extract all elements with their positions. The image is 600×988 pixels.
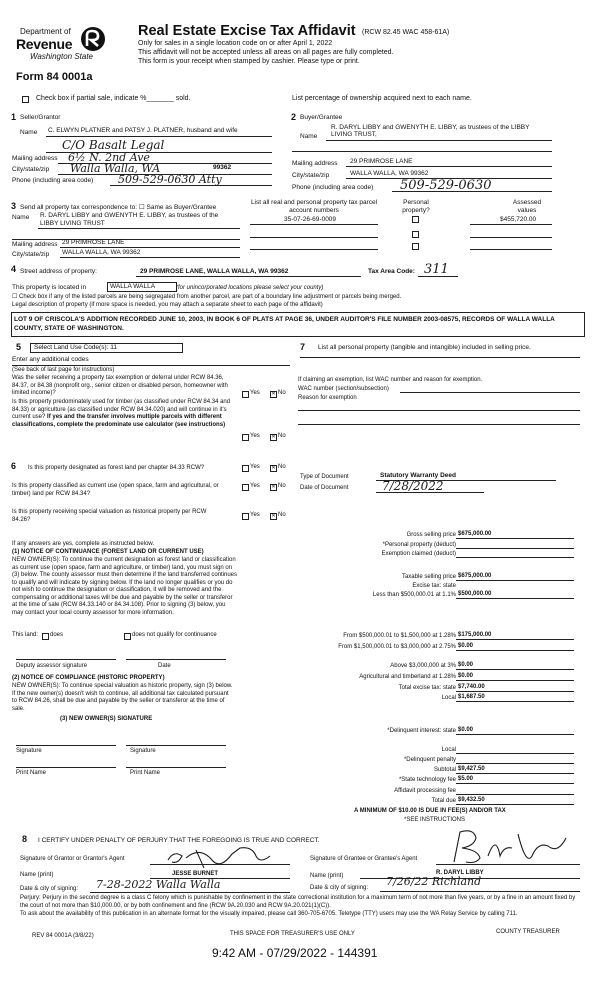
street-address-label: Street address of property: [20, 268, 97, 275]
tax-area-code: 311 [424, 262, 449, 277]
seller-city-handwritten: Walla Walla, WA [70, 162, 161, 175]
accessibility-notice: To ask about the availability of this publication in an alternate format for the visually impaired, please call 360-705-6705. Teletype (TTY) users may use the WA Relay Service by calling 711. [20, 911, 518, 917]
exemption-note: If claiming an exemption, list WAC number and reason for exemption. [298, 377, 483, 383]
personal-property-checkbox-2[interactable] [412, 231, 419, 238]
land-use-select[interactable] [30, 343, 183, 353]
land-does-not-checkbox[interactable] [124, 633, 131, 640]
q2-yes-checkbox[interactable] [242, 434, 249, 441]
header-sub3: This form is your receipt when stamped by cashier. Please type or print. [138, 58, 360, 65]
section-4-number: 4 [11, 264, 17, 274]
see-instructions-note: *SEE INSTRUCTIONS [404, 817, 466, 823]
street-address-value: 29 PRIMROSE LANE, WALLA WALLA, WA 99362 [140, 268, 289, 275]
affidavit-fee-label: Affidavit processing fee [394, 788, 456, 794]
above-3000k-label: Above $3,000,000 at 3% [390, 663, 456, 669]
grantee-date-handwritten: 7/26/22 Richland [386, 875, 482, 888]
q1-no-checkbox[interactable]: ✕ [271, 391, 276, 397]
form-code-ref: (RCW 82.45 WAC 458-61A) [362, 29, 450, 36]
sec5-question2: Is this property predominately used for timber (as classified under RCW 84.34 and 84.33) or agriculture (as classified under RCW 84.34.020) and will continue in it's current use? If yes and the transfer involves multiple parcels with different classifications, complete the predominate use calculator (see instructions) [12, 399, 231, 428]
agricultural-value: $0.00 [458, 673, 474, 679]
exemption-reason-label: Reason for exemption [298, 395, 357, 401]
correspondence-name-value1: R. DARYL LIBBY and GWENYTH E. LIBBY, as trustees of the [40, 212, 219, 219]
owner-print-name-1: Print Name [16, 770, 47, 776]
total-state-label: Total excise tax: state [398, 685, 456, 691]
less-500k-label: Less than $500,000.01 at 1.1% [372, 592, 456, 598]
this-land-label: This land: [12, 632, 39, 638]
located-in-note: (for unincorporated locations please select your county) [176, 285, 324, 291]
buyer-name-value2: LIVING TRUST, [331, 131, 377, 138]
grantee-name-label: Name (print) [310, 873, 344, 879]
seller-name-handwritten: C/O Basalt Legal [62, 138, 165, 152]
current-use-no-checkbox[interactable]: ✕ [271, 484, 276, 490]
section-3-number: 3 [11, 201, 17, 211]
located-in-label: This property is located in [12, 284, 87, 291]
doc-type-label: Type of Document [300, 474, 349, 480]
legal-description[interactable]: LOT 9 OF CRISCOLA'S ADDITION RECORDED JUNE 10, 2003, IN BOOK 6 OF PLATS AT PAGE 36, UNDER AUDITOR'S FILE NUMBER 2003-08575, RECORDS OF WALLA WALLA COUNTY, STATE OF WASHINGTON. [11, 312, 585, 337]
revision-number: REV 84 0001A (3/8/22) [32, 933, 94, 939]
grantee-signature [440, 826, 580, 868]
form-number: Form 84 0001a [16, 71, 93, 83]
owner-print-name-2: Print Name [130, 770, 161, 776]
q1-no-label: No [278, 390, 286, 396]
header-sub1: Only for sales in a single location code on or after April 1, 2022 [138, 40, 333, 47]
doc-date-label: Date of Document [300, 485, 349, 491]
form-title: Real Estate Excise Tax Affidavit [138, 23, 356, 39]
seller-mailing-label: Mailing address [12, 155, 58, 162]
sec6-question2: Is this property classified as current use (open space, farm and agricultural, or timber) land per RCW 84.34? [12, 483, 219, 497]
historic-no-label: No [278, 512, 286, 518]
correspondence-name-value2: LIBBY LIVING TRUST [40, 220, 105, 227]
buyer-city-value: WALLA WALLA, WA 99362 [350, 170, 429, 177]
grantor-signature-label: Signature of Grantor or Grantor's Agent [20, 856, 125, 862]
doc-type-value: Statutory Warranty Deed [380, 472, 456, 479]
partial-sale-checkbox[interactable] [22, 96, 29, 103]
forest-yes-label: Yes [250, 464, 260, 470]
header-sub2: This affidavit will not be accepted unless all areas on all pages are fully completed. [138, 49, 394, 56]
historic-no-checkbox[interactable]: ✕ [271, 513, 276, 519]
grantor-name-label: Name (print) [20, 872, 54, 878]
land-does-checkbox[interactable] [42, 633, 49, 640]
grantee-name: R. DARYL LIBBY [436, 870, 484, 876]
tech-fee-label: *State technology fee [398, 777, 456, 783]
grantee-signature-label: Signature of Grantee or Grantee's Agent [310, 856, 418, 862]
tax-area-label: Tax Area Code: [368, 268, 415, 275]
wac-number-label: WAC number (section/subsection) [298, 386, 389, 392]
grantee-date-label: Date & city of signing: [310, 885, 369, 891]
historic-yes-label: Yes [250, 512, 260, 518]
personal-property-header: Personal property? [402, 199, 430, 214]
grantor-date-handwritten: 7-28-2022 Walla Walla [96, 878, 221, 891]
historic-yes-checkbox[interactable] [242, 513, 249, 520]
any-yes-note: If any answers are yes, complete as instructed below. [12, 541, 155, 547]
delinquent-local-label: Local [441, 747, 456, 753]
agricultural-label: Agricultural and timberland at 1.28% [359, 674, 456, 680]
personal-property-checkbox-1[interactable] [412, 216, 419, 223]
local-tax-value: $1,687.50 [458, 694, 485, 700]
gross-price-label: Gross selling price [406, 532, 456, 538]
delinquent-penalty-label: *Delinquent penalty [403, 757, 456, 763]
taxable-price-label: Taxable selling price [401, 574, 456, 580]
additional-codes-label: Enter any additional codes [12, 356, 89, 363]
land-use-value: 11 [110, 344, 117, 351]
seller-phone-handwritten: 509-529-0630 Atty [118, 173, 222, 186]
county-treasurer-label: COUNTY TREASURER [496, 929, 560, 935]
seller-phone-label: Phone (including area code) [12, 177, 94, 184]
certify-statement: I CERTIFY UNDER PENALTY OF PERJURY THAT THE FOREGOING IS TRUE AND CORRECT. [38, 837, 320, 844]
sec6-question1: Is this property designated as forest land per chapter 84.33 RCW? [28, 465, 205, 471]
range-1500k-value: $175,000.00 [458, 632, 492, 638]
subtotal-label: Subtotal [433, 767, 456, 773]
q1-yes-label: Yes [250, 390, 260, 396]
buyer-mailing-value: 29 PRIMROSE LANE [350, 158, 413, 165]
notice2-title: (2) NOTICE OF COMPLIANCE (HISTORIC PROPERTY) [12, 675, 165, 681]
local-tax-label: Local [441, 695, 456, 701]
receipt-stamp: 9:42 AM - 07/29/2022 - 144391 [212, 946, 378, 960]
buyer-city-label: City/state/zip [292, 172, 330, 179]
section-1-number: 1 [11, 112, 17, 122]
dept-line1: Department of [20, 27, 71, 36]
deputy-date-label: Date [158, 663, 171, 669]
buyer-heading: Buyer/Grantee [300, 114, 343, 121]
correspondence-label: Send all property tax correspondence to: ☐ Same as Buyer/Grantee [20, 204, 217, 211]
section-5-number: 5 [16, 342, 22, 352]
range-3000k-value: $0.00 [458, 643, 474, 649]
correspondence-mailing-value: 29 PRIMROSE LANE [62, 239, 125, 246]
seller-city-label: City/state/zip [12, 166, 50, 173]
ownership-note: List percentage of ownership acquired next to each name. [292, 95, 472, 102]
deputy-signature-label: Deputy assessor signature [16, 663, 88, 669]
owner-signature-label-1: Signature [16, 748, 42, 754]
parcel-header: List all real and personal property tax parcel account numbers [250, 199, 378, 214]
forest-yes-checkbox[interactable] [242, 465, 249, 472]
perjury-notice: Perjury: Perjury in the second degree is a class C felony which is punishable by confinement in the state correctional institution for a maximum term of not more than five years, or by a fine in an amount fixed by the court of not more than $10,000.00, or by both confinement and fine (RCW 9A.20.030 and RCW 9A.20.021(1)(C)). [20, 895, 576, 909]
gross-price-value: $675,000.00 [458, 531, 492, 537]
range-1500k-label: From $500,000.01 to $1,500,000 at 1.28% [343, 633, 456, 639]
subtotal-value: $9,427.50 [458, 766, 485, 772]
seller-name-label: Name [20, 129, 38, 136]
current-use-yes-label: Yes [250, 483, 260, 489]
delinquent-interest-label: *Delinquent interest: state [387, 728, 456, 734]
land-use-label: Select Land Use Code(s): [34, 344, 109, 351]
dept-line2: Revenue [16, 36, 73, 52]
personal-deduct-label: *Personal property (deduct) [382, 542, 456, 548]
sec5-question1: Was the seller receiving a property tax exemption or deferral under RCW 84.36, 84.37, or 84.38 (nonprofit org., senior citizen or disabled person, homeowner with limited income)? [12, 375, 228, 396]
total-state-value: $7,740.00 [458, 684, 485, 690]
excise-state-label: Excise tax: state [412, 583, 456, 589]
land-does-not-label: does not qualify for continuance [132, 632, 217, 638]
notice1-title: (1) NOTICE OF CONTINUANCE (FOREST LAND OR CURRENT USE) [12, 549, 204, 555]
dept-line3: Washington State [30, 52, 94, 61]
q2-no-label: No [278, 433, 286, 439]
current-use-no-label: No [278, 483, 286, 489]
section-7-number: 7 [300, 342, 306, 352]
forest-no-label: No [278, 464, 286, 470]
notice2-text: NEW OWNER(S): To continue special valuation as historic property, sign (3) below. If the new owner(s) doesn't wish to continue, all additional tax calculated pursuant to RCW 84.26, shall be due and payable by the seller or transferor at the time of sale. [12, 683, 233, 712]
correspondence-name-label: Name [12, 214, 30, 221]
section-8-number: 8 [22, 834, 28, 844]
q2-no-checkbox[interactable]: ✕ [271, 434, 276, 440]
tech-fee-value: $5.00 [458, 776, 474, 782]
buyer-name-label: Name [300, 133, 318, 140]
taxable-price-value: $675,000.00 [458, 573, 492, 579]
new-owner-signature-title: (3) NEW OWNER(S) SIGNATURE [60, 716, 153, 722]
grantor-signature [160, 842, 280, 874]
legal-description-note: Legal description of property (if more space is needed, you may attach a separate sheet to each page of the affidavit) [12, 302, 323, 308]
assessed-value: $455,720.00 [500, 216, 537, 223]
owner-signature-label-2: Signature [130, 748, 156, 754]
doc-date-handwritten: 7/28/2022 [382, 479, 444, 493]
sec6-question3: Is this property receiving special valuation as historical property per RCW 84.26? [12, 509, 207, 523]
section-6-number: 6 [11, 461, 17, 471]
partial-sale-label: Check box if partial sale, indicate %_______ sold. [36, 95, 191, 102]
buyer-mailing-label: Mailing address [292, 160, 338, 167]
range-3000k-label: From $1,500,000.01 to $3,000,000 at 2.75% [338, 644, 456, 650]
buyer-name-value1: R. DARYL LIBBY and GWENYTH E. LIBBY, as trustees of the LIBBY [331, 124, 530, 131]
see-back-note: (See back of last page for instructions) [12, 367, 115, 373]
assessed-values-header: Assessed values [512, 199, 542, 214]
segregated-note[interactable]: ☐ Check box if any of the listed parcels are being segregated from another parcel, are part of a boundary line adjustment or parcels being merged. [12, 294, 402, 300]
correspondence-mailing-label: Mailing address [12, 241, 58, 248]
grantor-name: JESSE BURNET [172, 871, 219, 877]
q1-yes-checkbox[interactable] [242, 391, 249, 398]
minimum-due-note: A MINIMUM OF $10.00 IS DUE IN FEE(S) AND/OR TAX [354, 808, 506, 814]
correspondence-city-value: WALLA WALLA, WA 99362 [62, 249, 141, 256]
seller-zip: 99362 [213, 164, 232, 171]
buyer-phone-label: Phone (including area code) [292, 184, 374, 191]
forest-no-checkbox[interactable]: ✕ [271, 465, 276, 471]
buyer-phone-handwritten: 509-529-0630 [400, 178, 492, 193]
notice1-text: NEW OWNER(S): To continue the current designation as forest land or classification as current use (open space, farm and agriculture, or timber) land, you must sign on (3) below. The county assessor must then determine if the land transferred continues to qualify and will indicate by signing below. If the land no longer qualifies or you do not wish to continue the designation or classification, it will be removed and the compensating or additional taxes will be due and payable by the seller or transferor at the time of sale (RCW 84.33.140 or 84.34.108). Prior to signing (3) below, you may contact your local county assessor for more information. [12, 557, 238, 616]
delinquent-interest-value: $0.00 [458, 727, 474, 733]
personal-property-list-label: List all personal property (tangible and intangible) included in selling price. [318, 344, 531, 351]
total-due-value: $9,432.50 [458, 797, 485, 803]
parcel-number: 35-07-26-69-0009 [284, 216, 337, 223]
q2-yes-label: Yes [250, 433, 260, 439]
less-500k-value: $500,000.00 [458, 591, 492, 597]
grantor-date-label: Date & city of signing: [20, 886, 79, 892]
correspondence-city-label: City/state/zip [12, 251, 50, 258]
located-in-select[interactable]: WALLA WALLA [107, 282, 177, 292]
seller-name-value: C. ELWYN PLATNER and PATSY J. PLATNER, husband and wife [48, 127, 238, 134]
washington-logo-icon [80, 26, 106, 52]
personal-property-checkbox-3[interactable] [412, 243, 419, 250]
treasurer-space-label: THIS SPACE FOR TREASURER'S USE ONLY [230, 931, 355, 937]
exemption-deduct-label: Exemption claimed (deduct) [381, 551, 456, 557]
total-due-label: Total due [431, 798, 456, 804]
seller-heading: Seller/Grantor [20, 114, 61, 121]
section-2-number: 2 [291, 112, 297, 122]
current-use-yes-checkbox[interactable] [242, 484, 249, 491]
seller-mailing-handwritten: 6½ N. 2nd Ave [68, 151, 150, 164]
land-does-label: does [50, 632, 64, 638]
above-3000k-value: $0.00 [458, 662, 474, 668]
